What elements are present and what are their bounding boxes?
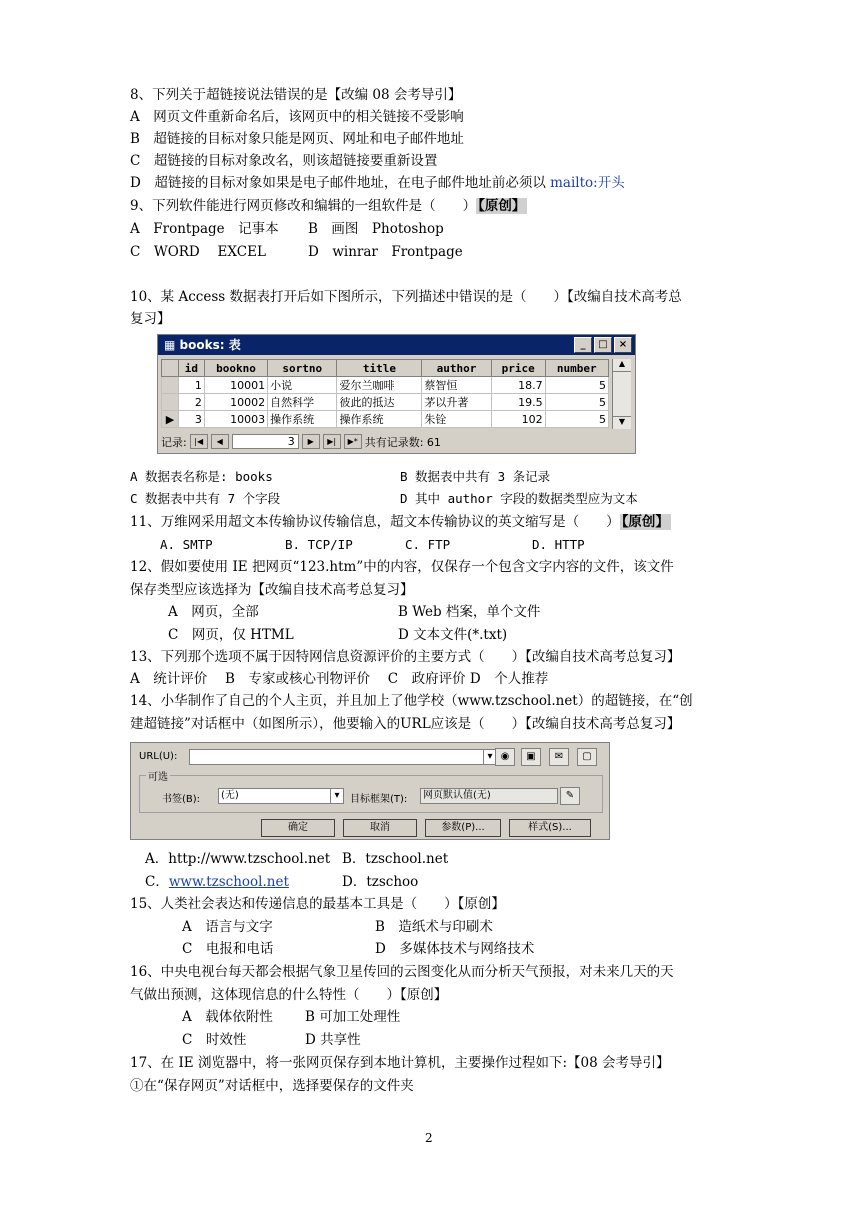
q11-stem [130, 511, 671, 533]
table-row[interactable] [162, 394, 609, 411]
q16-option-d: D 共享性 [305, 1032, 361, 1048]
column-header-title[interactable]: title [337, 360, 422, 377]
access-table-window [157, 334, 636, 454]
optional-group-label: 可选 [146, 768, 170, 783]
q9-stem [130, 195, 527, 217]
q8-option-c: C 超链接的目标对象改名，则该超链接要重新设置 [130, 153, 438, 169]
total-records-label: 共有记录数: 61 [364, 435, 441, 449]
column-header-id[interactable]: id [179, 360, 205, 377]
q12-option-a: A 网页，全部 [168, 604, 259, 620]
q12-stem-line2: 保存类型应该选择为【改编自技术高考总复习】 [130, 582, 414, 598]
browse-web-icon[interactable]: ◉ [495, 748, 515, 766]
cell-sortno[interactable]: 自然科学 [268, 394, 337, 411]
q16-option-a: A 载体依附性 [182, 1009, 273, 1025]
q16-stem-line2: 气做出预测，这体现信息的什么特性（ ）【原创】 [130, 987, 448, 1003]
cell-sortno[interactable]: 操作系统 [268, 411, 337, 428]
current-record-field[interactable]: 3 [232, 434, 299, 449]
q8-option-a: A 网页文件重新命名后，该网页中的相关链接不受影响 [130, 109, 464, 125]
browse-file-icon[interactable]: ▣ [521, 748, 541, 766]
q9-stem-text: 9、下列软件能进行网页修改和编辑的一组软件是（ ） [130, 198, 477, 214]
q9-option-c: C WORD EXCEL [130, 244, 266, 260]
new-record-button[interactable]: ▶* [344, 434, 362, 449]
cell-bookno[interactable]: 10003 [204, 411, 267, 428]
cell-title[interactable]: 爱尔兰咖啡 [337, 377, 422, 394]
cell-bookno[interactable]: 10002 [204, 394, 267, 411]
q15-stem: 15、人类社会表达和传递信息的最基本工具是（ ）【原创】 [130, 896, 505, 912]
ok-button[interactable]: 确定 [261, 819, 335, 837]
q14-option-c-letter: C． [145, 874, 169, 890]
q9-option-a: A Frontpage 记事本 [130, 221, 279, 237]
q11-stem-text: 11、万维网采用超文本传输协议传输信息，超文本传输协议的英文缩写是（ ） [130, 514, 620, 530]
q15-option-b: B 造纸术与印刷术 [375, 919, 493, 935]
column-header-price[interactable]: price [491, 360, 545, 377]
access-window-title: books: 表 [179, 338, 241, 352]
bookmark-chevron-down-icon[interactable]: ▾ [330, 788, 344, 804]
email-link-icon[interactable]: ✉ [549, 748, 569, 766]
cell-id[interactable]: 3 [179, 411, 205, 428]
scroll-up-icon[interactable]: ▲ [613, 359, 631, 372]
q8-option-d [130, 172, 625, 194]
cell-number[interactable]: 5 [545, 411, 608, 428]
target-frame-field[interactable]: 网页默认值(无) [420, 788, 558, 804]
next-record-button[interactable]: ▶ [302, 434, 320, 449]
q12-option-d: D 文本文件(*.txt) [398, 627, 508, 643]
q9-option-d: D winrar Frontpage [308, 244, 463, 260]
parameters-button[interactable]: 参数(P)... [425, 819, 501, 837]
q15-option-c: C 电报和电话 [182, 941, 274, 957]
close-button[interactable]: × [614, 337, 632, 353]
optional-group [139, 772, 603, 813]
q10-option-d: D 其中 author 字段的数据类型应为文本 [400, 491, 638, 506]
cell-number[interactable]: 5 [545, 377, 608, 394]
style-button[interactable]: 样式(S)... [509, 819, 591, 837]
column-header-sortno[interactable]: sortno [268, 360, 337, 377]
scroll-down-icon[interactable]: ▼ [613, 416, 631, 429]
cell-author[interactable]: 朱铨 [422, 411, 491, 428]
q10-option-a: A 数据表名称是: books [130, 469, 273, 484]
row-selector-header [162, 360, 179, 377]
table-icon: ▦ [164, 338, 180, 352]
q14-option-d: D．tzschoo [342, 874, 419, 890]
target-frame-label: 目标框架(T): [350, 794, 408, 805]
cell-price[interactable]: 102 [491, 411, 545, 428]
first-record-button[interactable]: |◀ [190, 434, 208, 449]
q14-stem-line2: 建超链接”对话框中（如图所示），他要输入的URL应该是（ ）【改编自技术高考总复习】 [130, 716, 681, 732]
q9-tag: 【原创】 [478, 198, 526, 214]
cancel-button[interactable]: 取消 [343, 819, 417, 837]
cell-id[interactable]: 2 [179, 394, 205, 411]
record-navigation-bar [161, 433, 631, 450]
q8-option-d-text: D 超链接的目标对象如果是电子邮件地址，在电子邮件地址前必须以 [130, 175, 551, 191]
url-dropdown-chevron-down-icon[interactable]: ▾ [483, 749, 497, 765]
q10-option-b: B 数据表中共有 3 条记录 [400, 469, 551, 484]
row-selector[interactable] [162, 394, 179, 411]
q16-stem-line1: 16、中央电视台每天都会根据气象卫星传回的云图变化从而分析天气预报，对未来几天的天 [130, 964, 674, 980]
new-page-icon[interactable]: ▢ [577, 748, 597, 766]
url-input[interactable] [189, 749, 485, 765]
cell-bookno[interactable]: 10001 [204, 377, 267, 394]
cell-id[interactable]: 1 [179, 377, 205, 394]
maximize-button[interactable]: □ [594, 337, 612, 353]
q14-option-b: B．tzschool.net [342, 851, 449, 867]
target-frame-pencil-icon[interactable]: ✎ [560, 787, 580, 805]
q16-option-b: B 可加工处理性 [305, 1009, 401, 1025]
cell-number[interactable]: 5 [545, 394, 608, 411]
q10-stem-line2: 复习】 [130, 311, 171, 327]
cell-price[interactable]: 18.7 [491, 377, 545, 394]
previous-record-button[interactable]: ◀ [211, 434, 229, 449]
q16-option-c: C 时效性 [182, 1032, 247, 1048]
q11-option-a: A. SMTP [160, 537, 213, 552]
q8-stem: 8、下列关于超链接说法错误的是【改编 08 会考导引】 [130, 87, 462, 103]
q14-stem-line1: 14、小华制作了自己的个人主页，并且加上了他学校（www.tzschool.net）的超链接，在“创 [130, 693, 693, 709]
q11-tag: 【原创】 [621, 514, 669, 530]
q9-option-b: B 画图 Photoshop [308, 221, 444, 237]
column-header-author[interactable]: author [422, 360, 491, 377]
q8-option-d-mailto: mailto:开头 [550, 175, 625, 191]
q12-option-b: B Web 档案，单个文件 [398, 604, 541, 620]
last-record-button[interactable]: ▶| [323, 434, 341, 449]
cell-title[interactable]: 操作系统 [337, 411, 422, 428]
cell-title[interactable]: 彼此的抵达 [337, 394, 422, 411]
q15-option-d: D 多媒体技术与网络技术 [375, 941, 535, 957]
url-label: URL(U): [139, 751, 178, 762]
q15-option-a: A 语言与文字 [182, 919, 273, 935]
column-header-bookno[interactable]: bookno [204, 360, 267, 377]
access-title-bar [158, 335, 635, 355]
record-nav-label: 记录: [161, 435, 187, 449]
q13-stem: 13、下列那个选项不属于因特网信息资源评价的主要方式（ ）【改编自技术高考总复习】 [130, 649, 681, 665]
table-row[interactable] [162, 411, 609, 428]
bookmark-label: 书签(B): [162, 794, 201, 805]
q14-option-c-link[interactable]: www.tzschool.net [168, 874, 289, 890]
q14-option-c [145, 871, 289, 893]
minimize-button[interactable]: _ [574, 337, 592, 353]
access-datasheet [161, 359, 609, 428]
row-selector-current[interactable]: ▶ [162, 411, 179, 428]
q17-step1: ①在“保存网页”对话框中，选择要保存的文件夹 [130, 1078, 414, 1094]
q10-option-c: C 数据表中共有 7 个字段 [130, 491, 281, 506]
q14-option-a: A．http://www.tzschool.net [145, 851, 331, 867]
vertical-scrollbar[interactable] [612, 359, 631, 429]
create-hyperlink-dialog [130, 742, 610, 840]
q17-stem: 17、在 IE 浏览器中，将一张网页保存到本地计算机，主要操作过程如下:【08 会考导引】 [130, 1055, 670, 1071]
cell-sortno[interactable]: 小说 [268, 377, 337, 394]
q11-option-d: D. HTTP [532, 537, 585, 552]
page-number: 2 [425, 1131, 433, 1145]
q10-stem-line1: 10、某 Access 数据表打开后如下图所示，下列描述中错误的是（ ）【改编自技术高考总 [130, 289, 682, 305]
q11-option-c: C. FTP [405, 537, 451, 552]
bookmark-select[interactable]: (无) [218, 788, 332, 804]
cell-author[interactable]: 蔡智恒 [422, 377, 491, 394]
q11-option-b: B. TCP/IP [285, 537, 353, 552]
cell-author[interactable]: 茅以升著 [422, 394, 491, 411]
column-header-number[interactable]: number [545, 360, 608, 377]
q8-option-b: B 超链接的目标对象只能是网页、网址和电子邮件地址 [130, 131, 464, 147]
row-selector[interactable] [162, 377, 179, 394]
q12-stem-line1: 12、假如要使用 IE 把网页“123.htm”中的内容，仅保存一个包含文字内容的文件，该文件 [130, 559, 674, 575]
cell-price[interactable]: 19.5 [491, 394, 545, 411]
q13-options: A 统计评价 B 专家或核心刊物评价 C 政府评价 D 个人推荐 [130, 671, 549, 687]
q12-option-c: C 网页，仅 HTML [168, 627, 294, 643]
table-row[interactable] [162, 377, 609, 394]
